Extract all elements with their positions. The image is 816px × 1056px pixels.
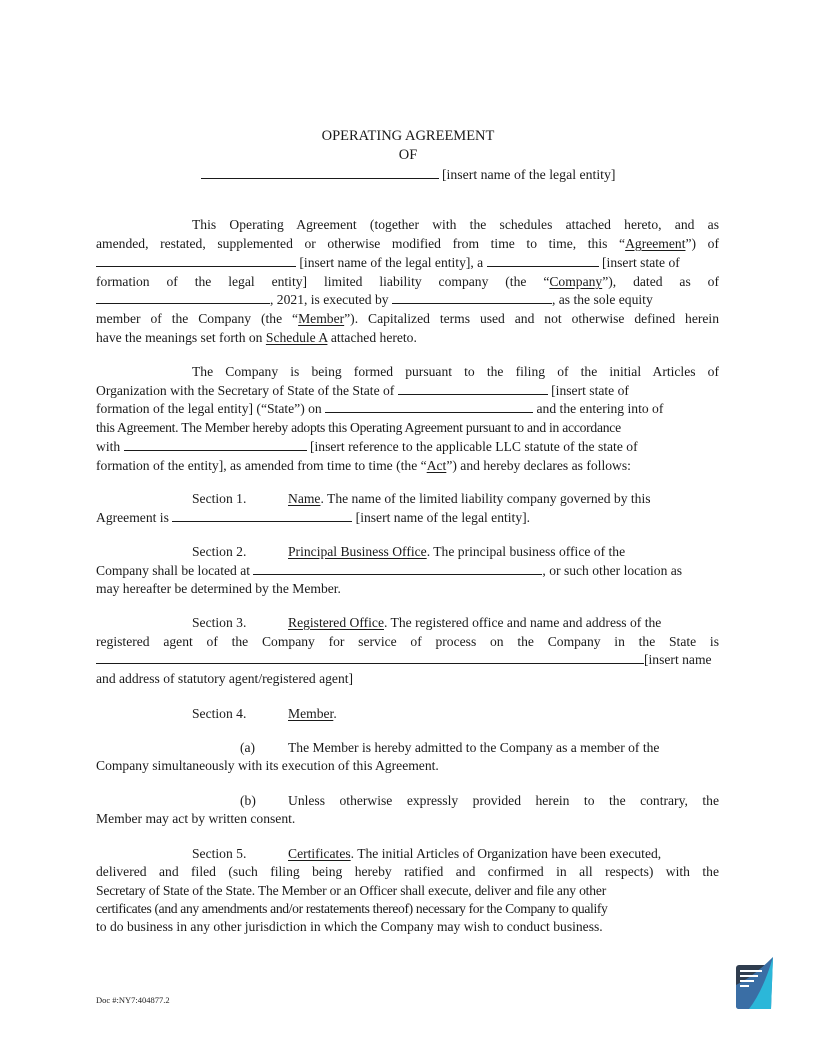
- formation-line-3: formation of the legal entity] (“State”) on and the entering into of: [96, 401, 664, 416]
- formation-line-5: with [insert reference to the applicable LLC statute of the state of: [96, 439, 638, 454]
- llc-statute-blank[interactable]: [124, 438, 307, 451]
- section-4a-line-2: Company simultaneously with its execution of this Agreement.: [96, 758, 439, 773]
- section-3-line-4: and address of statutory agent/registered agent]: [96, 671, 354, 686]
- date-blank[interactable]: [96, 291, 270, 304]
- section-4a-line-1: (a) The Member is hereby admitted to the Company as a member of the: [96, 739, 719, 758]
- section-1-heading: Name: [288, 491, 321, 506]
- state-blank[interactable]: [487, 254, 599, 267]
- section-5-line-4: certificates (and any amendments and/or restatements thereof) necessary for the Company to qualify: [96, 901, 608, 916]
- section-1-line-2: Agreement is [insert name of the legal entity].: [96, 510, 531, 525]
- section-2-line-3: may hereafter be determined by the Member.: [96, 581, 341, 596]
- section-5-number: Section 5.: [192, 846, 247, 861]
- company-name-blank[interactable]: [172, 509, 352, 522]
- intro-line-7: have the meanings set forth on Schedule A attached hereto.: [96, 330, 417, 345]
- document-logo-icon: [735, 955, 775, 1011]
- section-1-line-1: Section 1. Name. The name of the limited liability company governed by this: [96, 490, 719, 509]
- doc-number-footer: Doc #:NY7:404877.2: [96, 995, 170, 1005]
- section-3-line-1: Section 3. Registered Office. The registered office and name and address of the: [96, 614, 719, 633]
- section-2-number: Section 2.: [192, 544, 247, 559]
- formation-line-1: The Company is being formed pursuant to the filing of the initial Articles of: [192, 364, 719, 379]
- section-5-line-5: to do business in any other jurisdiction in which the Company may wish to conduct business.: [96, 919, 603, 934]
- defined-term-member: Member: [298, 311, 345, 326]
- section-3-heading: Registered Office: [288, 615, 384, 630]
- section-3-number: Section 3.: [192, 615, 247, 630]
- registered-agent-blank[interactable]: [96, 651, 644, 664]
- entity-name-blank-2[interactable]: [96, 254, 296, 267]
- entity-name-blank[interactable]: [201, 166, 439, 179]
- entity-name-hint: [insert name of the legal entity]: [441, 167, 616, 182]
- intro-line-6: member of the Company (the “Member”). Capitalized terms used and not otherwise defined herein: [96, 311, 719, 326]
- formation-line-6: formation of the entity], as amended from time to time (the “Act”) and hereby declares as follows:: [96, 458, 631, 473]
- executor-blank[interactable]: [392, 291, 552, 304]
- section-3-line-3: [insert name: [96, 651, 719, 670]
- section-3-line-2: registered agent of the Company for service of process on the Company in the State is: [96, 634, 719, 649]
- business-office-blank[interactable]: [253, 562, 542, 575]
- section-5-line-1: Section 5. Certificates. The initial Articles of Organization have been executed,: [96, 845, 719, 864]
- section-4b-line-1: (b) Unless otherwise expressly provided herein to the contrary, the: [96, 792, 719, 811]
- section-2-heading: Principal Business Office: [288, 544, 427, 559]
- section-4b-line-2: Member may act by written consent.: [96, 811, 296, 826]
- document-title-of: OF: [398, 147, 418, 163]
- section-4-heading: Member: [288, 706, 334, 721]
- intro-line-2: amended, restated, supplemented or otherwise modified from time to time, this “Agreement”) of: [96, 236, 719, 251]
- intro-line-4: formation of the legal entity] limited liability company (the “Company”), dated as of: [96, 274, 719, 289]
- section-4a-label: (a): [240, 740, 256, 755]
- intro-line-3: [insert name of the legal entity], a [insert state of: [96, 254, 719, 273]
- section-1-number: Section 1.: [192, 491, 247, 506]
- schedule-a-reference: Schedule A: [265, 330, 328, 345]
- filing-date-blank[interactable]: [325, 400, 533, 413]
- formation-line-4: this Agreement. The Member hereby adopts this Operating Agreement pursuant to and in accordance: [96, 420, 621, 435]
- formation-line-2: Organization with the Secretary of State of the State of [insert state of: [96, 383, 629, 398]
- section-2-line-2: Company shall be located at , or such other location as: [96, 563, 683, 578]
- intro-line-5: , 2021, is executed by , as the sole equity: [96, 291, 719, 310]
- section-5-line-2: delivered and filed (such filing being hereby ratified and confirmed in all respects) with the: [96, 864, 719, 879]
- section-4b-label: (b): [240, 793, 256, 808]
- section-5-heading: Certificates: [288, 846, 351, 861]
- intro-line-1: This Operating Agreement (together with the schedules attached hereto, and as: [192, 217, 719, 232]
- section-2-line-1: Section 2. Principal Business Office. The principal business office of the: [96, 543, 719, 562]
- defined-term-agreement: Agreement: [625, 236, 686, 251]
- section-4-line-1: Section 4. Member.: [96, 705, 719, 724]
- section-5-line-3: Secretary of State of the State. The Member or an Officer shall execute, deliver and file any other: [96, 883, 607, 898]
- document-title-entity: [0, 165, 816, 184]
- defined-term-company: Company: [549, 274, 603, 289]
- document-title: OPERATING AGREEMENT: [321, 128, 495, 144]
- defined-term-act: Act: [426, 458, 447, 473]
- section-4-number: Section 4.: [192, 706, 247, 721]
- state-of-formation-blank[interactable]: [398, 382, 548, 395]
